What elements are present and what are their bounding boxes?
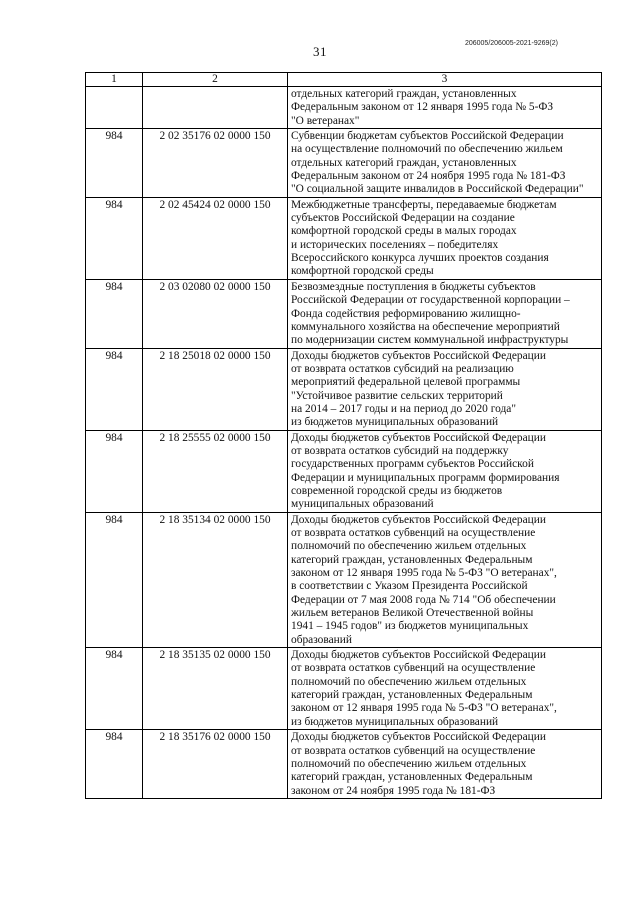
description-cell [288, 197, 602, 279]
description-line: Всероссийского конкурса лучших проектов создания [291, 252, 549, 265]
description-line: коммунального хозяйства на обеспечение мероприятий [291, 320, 560, 333]
description-line: комфортной городской среды в малых городах [291, 225, 517, 238]
revenue-code-cell [143, 87, 288, 129]
admin-code-cell: 984 [86, 197, 143, 279]
description-line: законом от 24 ноября 1995 года № 181-ФЗ [291, 784, 496, 797]
table-row [86, 87, 602, 129]
table-row [86, 279, 602, 348]
description-line: Доходы бюджетов субъектов Российской Федерации [291, 731, 546, 744]
revenue-code-cell: 2 18 35176 02 0000 150 [143, 730, 288, 799]
description-line: современной городской среды из бюджетов [291, 484, 503, 497]
description-line: категорий граждан, установленных Федеральным [291, 553, 533, 566]
admin-code-cell: 984 [86, 730, 143, 799]
description-line: Межбюджетные трансферты, передаваемые бюджетам [291, 198, 557, 211]
table-row [86, 197, 602, 279]
description-line: муниципальных образований [291, 498, 434, 511]
description-line: категорий граждан, установленных Федеральным [291, 689, 533, 702]
column-header-1: 1 [86, 73, 143, 87]
description-line: мероприятий федеральной целевой программы [291, 376, 521, 389]
description-line: и исторических поселениях – победителях [291, 238, 499, 251]
description-cell [288, 129, 602, 198]
description-line: субъектов Российской Федерации на создание [291, 212, 515, 225]
table-row [86, 348, 602, 430]
description-line: законом от 12 января 1995 года № 5-ФЗ "О ветеранах", [291, 702, 557, 715]
description-line: Российской Федерации от государственной корпорации – [291, 294, 570, 307]
table-row [86, 512, 602, 647]
description-line: категорий граждан, установленных Федеральным [291, 771, 533, 784]
description-line: из бюджетов муниципальных образований [291, 715, 499, 728]
description-line: от возврата остатков субсидий на поддержку [291, 444, 509, 457]
revenue-code-cell: 2 02 35176 02 0000 150 [143, 129, 288, 198]
description-line: Федеральным законом от 12 января 1995 года № 5-ФЗ [291, 101, 554, 114]
description-line: Доходы бюджетов субъектов Российской Федерации [291, 649, 546, 662]
description-line: от возврата остатков субсидий на реализацию [291, 362, 514, 375]
description-cell [288, 348, 602, 430]
table-row [86, 648, 602, 730]
table-header-row [86, 73, 602, 87]
description-line: в соответствии с Указом Президента Российской [291, 580, 528, 593]
table-row [86, 730, 602, 799]
description-line: Федерации и муниципальных программ формирования [291, 471, 560, 484]
description-line: на осуществление полномочий по обеспечению жильем [291, 143, 563, 156]
table-body [86, 87, 602, 799]
table-row [86, 430, 602, 512]
description-line: Доходы бюджетов субъектов Российской Федерации [291, 431, 546, 444]
description-line: на 2014 – 2017 годы и на период до 2020 года" [291, 402, 516, 415]
description-line: от возврата остатков субвенций на осуществление [291, 744, 536, 757]
revenue-code-cell: 2 03 02080 02 0000 150 [143, 279, 288, 348]
revenue-code-cell: 2 18 35134 02 0000 150 [143, 512, 288, 647]
description-cell [288, 512, 602, 647]
description-line: Субвенции бюджетам субъектов Российской Федерации [291, 130, 564, 143]
admin-code-cell: 984 [86, 348, 143, 430]
description-line: отдельных категорий граждан, установленных [291, 156, 517, 169]
description-line: от возврата остатков субвенций на осуществление [291, 527, 536, 539]
description-line: законом от 12 января 1995 года № 5-ФЗ "О ветеранах", [291, 567, 557, 580]
revenue-code-cell: 2 18 35135 02 0000 150 [143, 648, 288, 730]
description-line: Доходы бюджетов субъектов Российской Федерации [291, 513, 546, 526]
admin-code-cell [86, 87, 143, 129]
description-line: "Устойчивое развитие сельских территорий [291, 389, 503, 402]
description-line: из бюджетов муниципальных образований [291, 416, 499, 429]
description-line: образований [291, 633, 352, 646]
description-line: государственных программ субъектов Российской [291, 458, 534, 471]
table-row [86, 129, 602, 198]
admin-code-cell: 984 [86, 430, 143, 512]
description-line: Федерации от 7 мая 2008 года № 714 "Об обеспечении [291, 593, 556, 606]
description-line: 1941 – 1945 годов" из бюджетов муниципальных [291, 620, 529, 633]
description-line: "О ветеранах" [291, 114, 360, 127]
description-line: жильем ветеранов Великой Отечественной войны [291, 607, 534, 620]
description-cell [288, 648, 602, 730]
description-line: "О социальной защите инвалидов в Российской Федерации" [291, 183, 584, 196]
revenue-codes-table [85, 72, 602, 799]
page-number: 31 [313, 44, 327, 59]
description-line: отдельных категорий граждан, установленных [291, 88, 517, 100]
description-line: Доходы бюджетов субъектов Российской Федерации [291, 349, 546, 362]
revenue-code-cell: 2 02 45424 02 0000 150 [143, 197, 288, 279]
admin-code-cell: 984 [86, 512, 143, 647]
description-line: полномочий по обеспечению жильем отдельных [291, 540, 527, 553]
admin-code-cell: 984 [86, 648, 143, 730]
description-cell [288, 730, 602, 799]
description-line: по модернизации систем коммунальной инфраструктуры [291, 334, 569, 347]
description-line: Безвозмездные поступления в бюджеты субъектов [291, 280, 536, 293]
column-header-3: 3 [288, 73, 602, 87]
description-line: Фонда содействия реформированию жилищно- [291, 307, 521, 320]
description-line: от возврата остатков субвенций на осуществление [291, 662, 536, 675]
column-header-2: 2 [143, 73, 288, 87]
description-cell [288, 279, 602, 348]
description-line: полномочий по обеспечению жильем отдельных [291, 675, 527, 688]
description-line: комфортной городской среды [291, 265, 434, 278]
document-reference: 206005/206005-2021-9269(2) [464, 40, 558, 47]
admin-code-cell: 984 [86, 129, 143, 198]
description-line: Федеральным законом от 24 ноября 1995 года № 181-ФЗ [291, 170, 566, 183]
admin-code-cell: 984 [86, 279, 143, 348]
description-cell [288, 430, 602, 512]
revenue-code-cell: 2 18 25018 02 0000 150 [143, 348, 288, 430]
description-line: полномочий по обеспечению жильем отдельных [291, 757, 527, 770]
description-cell [288, 87, 602, 129]
revenue-code-cell: 2 18 25555 02 0000 150 [143, 430, 288, 512]
